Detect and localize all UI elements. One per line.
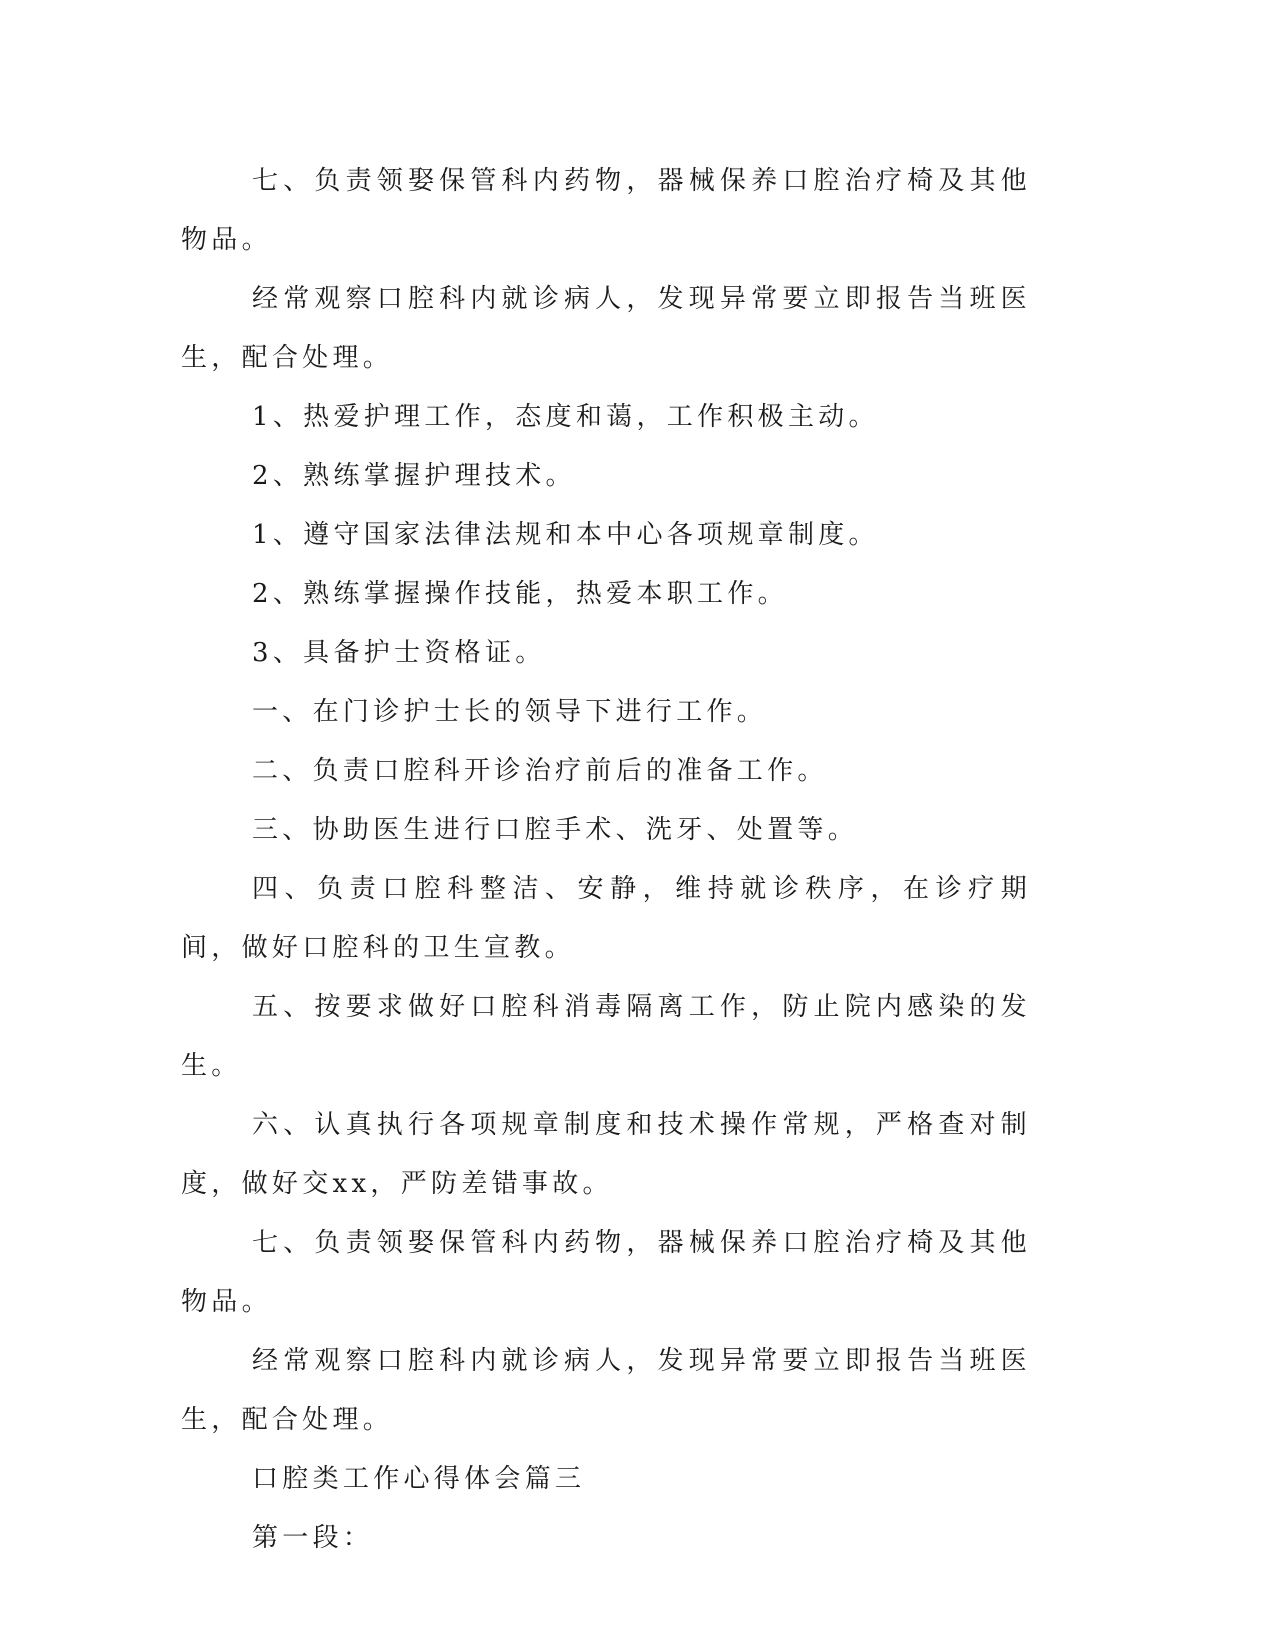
paragraph: 第一段：: [252, 1523, 374, 1553]
paragraph: 2、熟练掌握护理技术。: [252, 461, 576, 491]
paragraph: 一、在门诊护士长的领导下进行工作。: [252, 697, 768, 727]
paragraph: 1、热爱护理工作，态度和蔼，工作积极主动。: [252, 402, 879, 432]
paragraph: 1、遵守国家法律法规和本中心各项规章制度。: [252, 520, 879, 550]
paragraph: 七、负责领娶保管科内药物，器械保养口腔治疗椅及其他物品。: [181, 1228, 1031, 1317]
paragraph: 经常观察口腔科内就诊病人，发现异常要立即报告当班医生，配合处理。: [181, 1346, 1031, 1435]
paragraph: 3、具备护士资格证。: [252, 638, 546, 668]
section-heading: 口腔类工作心得体会篇三: [252, 1464, 586, 1494]
paragraph: 二、负责口腔科开诊治疗前后的准备工作。: [252, 756, 828, 786]
document-body: [181, 152, 1031, 1568]
paragraph: 四、负责口腔科整洁、安静，维持就诊秩序，在诊疗期间，做好口腔科的卫生宣教。: [181, 874, 1031, 963]
paragraph: 五、按要求做好口腔科消毒隔离工作，防止院内感染的发生。: [181, 992, 1031, 1081]
paragraph: 2、熟练掌握操作技能，热爱本职工作。: [252, 579, 788, 609]
paragraph: 经常观察口腔科内就诊病人，发现异常要立即报告当班医生，配合处理。: [181, 284, 1031, 373]
paragraph: 六、认真执行各项规章制度和技术操作常规，严格查对制度，做好交xx，严防差错事故。: [181, 1110, 1031, 1199]
paragraph: 七、负责领娶保管科内药物，器械保养口腔治疗椅及其他物品。: [181, 166, 1031, 255]
paragraph: 三、协助医生进行口腔手术、洗牙、处置等。: [252, 815, 859, 845]
